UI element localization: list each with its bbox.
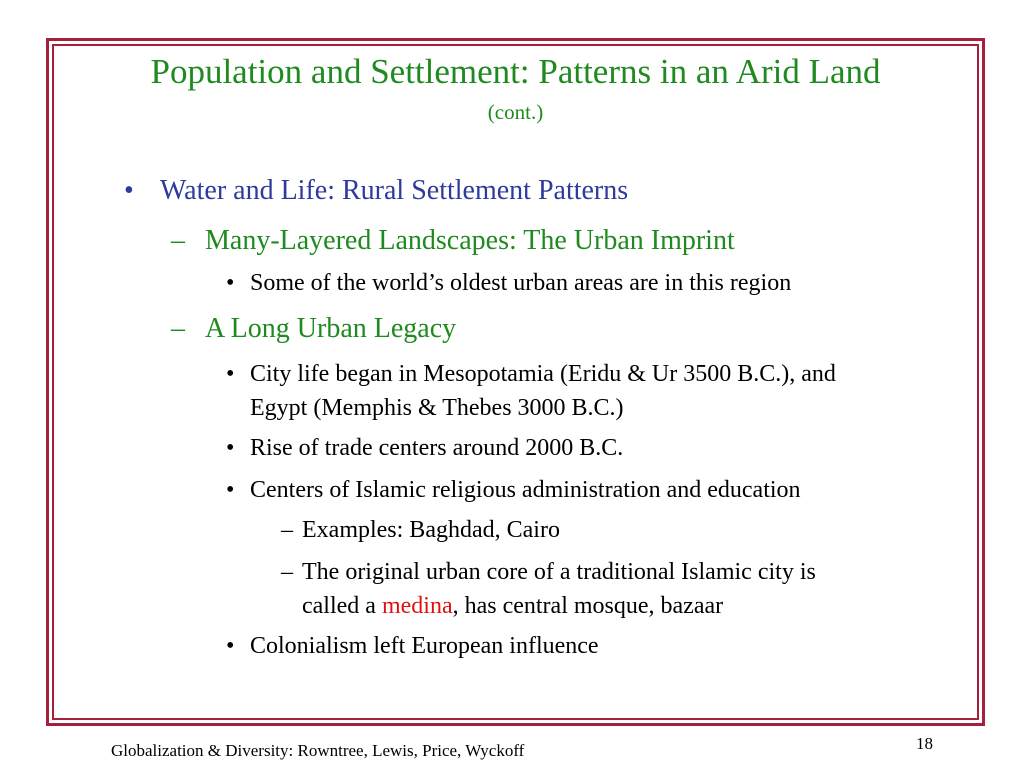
bullet-water-and-life: Water and Life: Rural Settlement Patterns: [160, 175, 629, 206]
footer-citation: Globalization & Diversity: Rowntree, Lewis, Price, Wyckoff: [111, 741, 525, 760]
page-number: 18: [916, 734, 933, 753]
bullet-marker: •: [226, 435, 235, 461]
slide-title: Population and Settlement: Patterns in an Arid Land: [150, 52, 881, 91]
bullet-trade-centers: Rise of trade centers around 2000 B.C.: [250, 435, 624, 461]
dash-marker: –: [281, 517, 293, 543]
item-urban-core-line2: [302, 590, 723, 622]
subheading-many-layered-landscapes: Many-Layered Landscapes: The Urban Imprint: [205, 225, 735, 256]
urban-core-text-after: , has central mosque, bazaar: [452, 593, 724, 619]
bullet-marker: •: [226, 361, 235, 387]
item-examples: Examples: Baghdad, Cairo: [302, 517, 560, 543]
bullet-colonialism: Colonialism left European influence: [250, 633, 599, 659]
bullet-marker: •: [124, 175, 134, 206]
medina-highlight: medina: [381, 593, 453, 619]
bullet-city-life-line1: City life began in Mesopotamia (Eridu & Ur 3500 B.C.), and: [250, 361, 836, 387]
bullet-marker: •: [226, 633, 235, 659]
urban-core-text-before: called a: [302, 593, 382, 619]
item-urban-core-line1: The original urban core of a traditional Islamic city is: [302, 559, 816, 585]
bullet-islamic-centers: Centers of Islamic religious administration and education: [250, 477, 801, 503]
dash-marker: –: [281, 559, 293, 585]
bullet-marker: •: [226, 270, 235, 296]
slide-subtitle: (cont.): [487, 100, 544, 124]
dash-marker: –: [171, 313, 185, 344]
subheading-long-urban-legacy: A Long Urban Legacy: [205, 313, 457, 344]
bullet-marker: •: [226, 477, 235, 503]
bullet-oldest-urban-areas: Some of the world’s oldest urban areas are in this region: [250, 270, 792, 296]
bullet-city-life-line2: Egypt (Memphis & Thebes 3000 B.C.): [250, 395, 624, 421]
dash-marker: –: [171, 225, 185, 256]
